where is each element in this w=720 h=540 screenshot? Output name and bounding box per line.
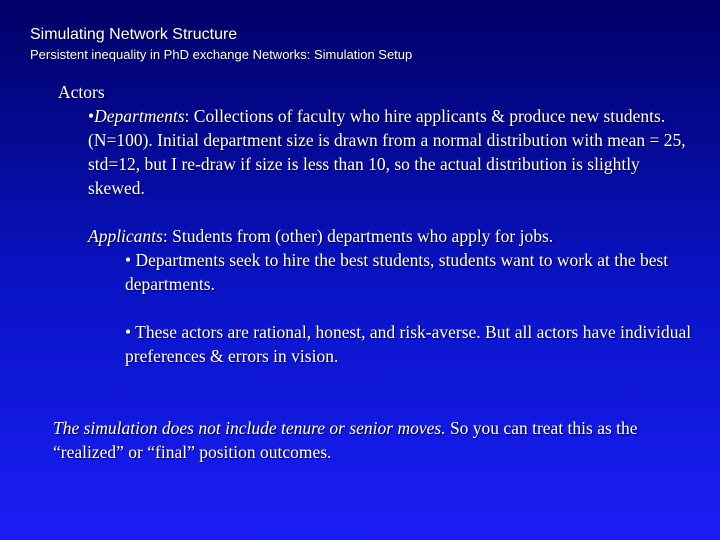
bullet-actor-assumptions: • These actors are rational, honest, and risk-averse. But all actors have individual preferences & errors in vision. [125,322,692,366]
footer-italic: The simulation does not include tenure or senior moves. [53,418,446,438]
slide-title: Simulating Network Structure [30,26,238,43]
slide-subtitle: Persistent inequality in PhD exchange Networks: Simulation Setup [30,47,413,62]
departments-text: : Collections of faculty who hire applicants & produce new students. (N=100). Initial department size is drawn from a normal distribution with mean = 25, std=12, but I re-draw if size is less than 10, so the actual distribution is slightly skewed. [88,106,686,198]
departments-paragraph [88,104,688,200]
applicants-term: Applicants [88,226,163,246]
actors-heading: Actors [58,82,105,102]
departments-bullet: • [88,106,95,126]
applicants-text: : Students from (other) departments who apply for jobs. [162,226,554,246]
footer-note [53,416,693,464]
footer-text: So you can treat this as the “realized” or “final” position outcomes. [53,418,638,462]
bullet-hiring-preferences: • Departments seek to hire the best students, students want to work at the best departments. [125,250,669,294]
applicants-paragraph [88,224,688,248]
departments-term: Departments [94,106,185,126]
